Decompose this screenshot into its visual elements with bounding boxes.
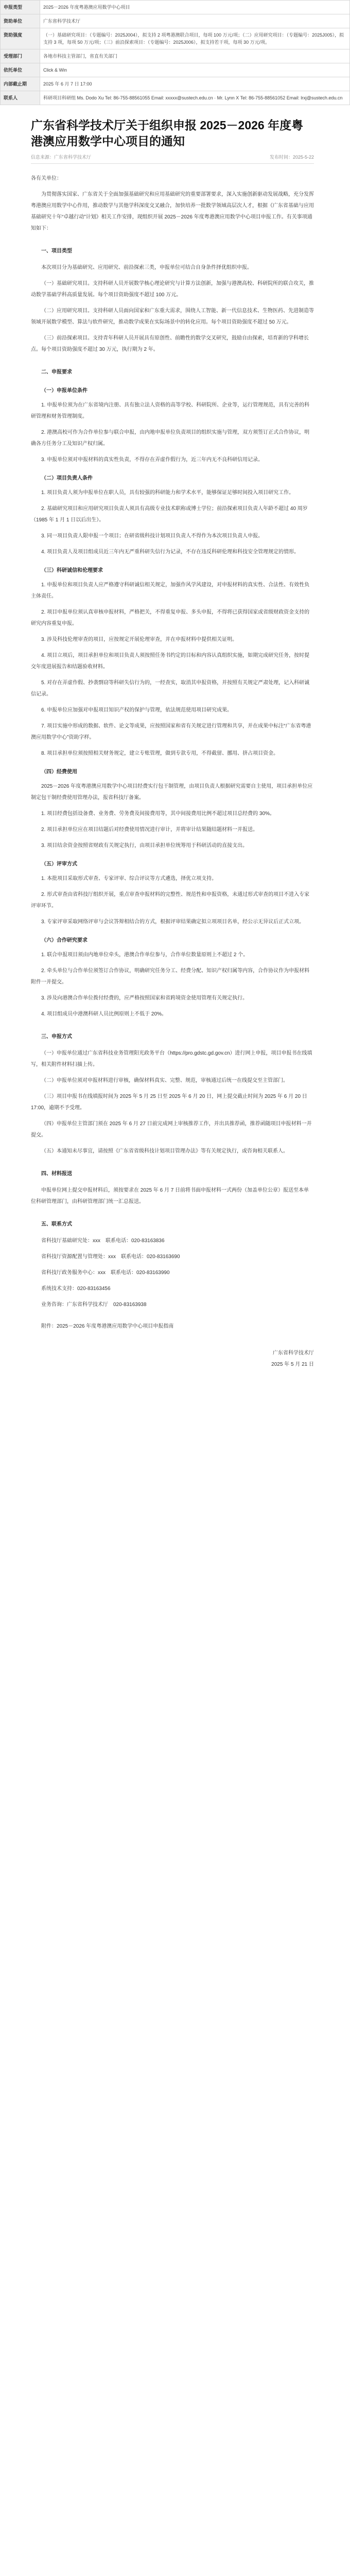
section-paragraph: 1. 本批项目采取形式审查、专家评审、综合评议等方式遴选，择优立项支持。 <box>41 876 217 882</box>
meta-value: 科研项目科研组 Ms. Dodo Xu Tel: 86-755-88561055 Email: xxxxx@sustech.edu.cn · Mr. Lynn X Tel: 86-755-88561052 Email: lrxj@sustech.edu.cn <box>40 91 350 105</box>
salutation: 各有关单位： <box>31 176 62 181</box>
meta-row <box>1 14 350 28</box>
section-paragraph: 1. 申报单位须为在广东省境内注册、具有独立法人资格的高等学校、科研院所、企业等，运行管理规范，具有完善的科研管理和财务管理制度。 <box>31 402 310 419</box>
meta-key: 联系人 <box>1 91 40 105</box>
meta-row <box>1 49 350 63</box>
section-paragraph: 5. 对存在弄虚作假、抄袭剽窃等科研失信行为的，一经查实，取消其申报资格，并按照有关规定严肃处理，记入科研诚信记录。 <box>31 680 310 697</box>
section-paragraph: 4. 项目负责人及项目组成员近三年内无严重科研失信行为记录，不存在违反科研伦理和科技安全管理规定的情形。 <box>41 549 300 555</box>
meta-row <box>1 28 350 49</box>
section-paragraph: 本次项目分为基础研究、应用研究、前沿探索三类，申报单位可结合自身条件择优组织申报。 <box>41 265 252 270</box>
section-paragraph: 6. 申报单位应加强对申报项目知识产权的保护与管理，依法规范使用项目研究成果。 <box>41 707 233 713</box>
section-paragraph: （一）申报单位通过广东省科技业务管理阳光政务平台（https://pro.gdstc.gd.gov.cn）进行网上申报，项目申报书在线填写，相关附件材料扫描上传。 <box>31 1050 312 1067</box>
meta-row <box>1 91 350 105</box>
section-paragraph: （三）前沿探索项目。支持青年科研人员开展具有原创性、前瞻性的数学交叉研究，鼓励自由探索，培育新的学科增长点。每个项目资助强度不超过 30 万元，执行期为 2 年。 <box>31 335 309 352</box>
section-paragraph: 8. 项目承担单位须按照相关财务规定，建立专账管理，做到专款专用，不得截留、挪用、挤占项目资金。 <box>41 751 279 756</box>
section-paragraph: 2. 牵头单位与合作单位须签订合作协议，明确研究任务分工、经费分配、知识产权归属等内容，合作协议作为申报材料附件一并提交。 <box>31 968 310 985</box>
subsection-heading: （六）合作研究要求 <box>41 938 87 943</box>
subsection-heading: （五）评审方式 <box>41 861 77 867</box>
section-paragraph: 省科技厅基础研究处：xxx 联系电话：020-83163836 <box>41 1238 165 1244</box>
section-paragraph: 4. 项目立项后，项目承担单位和项目负责人须按照任务书约定的目标和内容认真组织实施，如期完成研究任务，按时提交年度进展报告和结题验收材料。 <box>31 653 310 670</box>
section-paragraph: （二）应用研究项目。支持科研人员面向国家和广东重大需求，围绕人工智能、新一代信息技术、生物医药、先进制造等领域开展数学模型、算法与软件研究，推动数学成果在实际场景中的转化应用。每个项目资助强度不超过 50 万元。 <box>31 308 314 325</box>
byline <box>31 154 314 164</box>
meta-value: 各地市科技主管部门，省直有关部门 <box>40 49 350 63</box>
meta-key: 依托单位 <box>1 63 40 77</box>
intro <box>31 189 314 234</box>
meta-table <box>0 0 350 105</box>
meta-key: 受理部门 <box>1 49 40 63</box>
subsection-heading: （二）项目负责人条件 <box>41 476 93 481</box>
meta-value: （一）基础研究项目：（专题编号：2025J004），拟支持 2 项粤港澳联合项目，每项 100 万元/项；（二）应用研究项目：（专题编号：2025J005），拟支持 3 项，每项 50 万元/项；（三）前沿探索项目：（专题编号：2025J006），拟支持若干项，每项 30 万元/项。 <box>40 28 350 49</box>
article-date: 发布时间：2025-5-22 <box>269 155 314 160</box>
meta-key: 申报类型 <box>1 1 40 14</box>
section-paragraph: 3. 申报单位须对申报材料的真实性负责，不得存在弄虚作假行为，近三年内无不良科研信用记录。 <box>41 457 264 463</box>
section-heading: 三、申报方式 <box>41 1034 72 1040</box>
signature: 广东省科学技术厅 <box>273 1350 314 1356</box>
section-paragraph: （三）项目申报书在线填报时间为 2025 年 5 月 25 日至 2025 年 6 月 20 日，网上提交截止时间为 2025 年 6 月 20 日 17:00，逾期不予受理。 <box>31 1094 307 1111</box>
section-paragraph: 系统技术支持：020-83163456 <box>41 1286 111 1292</box>
section-paragraph: 1. 项目负责人须为申报单位在职人员，具有较强的科研能力和学术水平，能够保证足够时间投入项目研究工作。 <box>41 490 294 496</box>
subsection-heading: （一）申报单位条件 <box>41 388 87 394</box>
section-heading: 四、材料报送 <box>41 1171 72 1177</box>
section-paragraph: 3. 涉及向港澳合作单位拨付经费的，应严格按照国家和省跨境资金使用管理有关规定执行。 <box>41 995 248 1001</box>
section-heading: 五、联系方式 <box>41 1222 72 1227</box>
section-paragraph: 2. 港澳高校可作为合作单位参与联合申报，由内地申报单位负责项目的组织实施与管理，双方须签订正式合作协议，明确各方任务分工及知识产权归属。 <box>31 430 310 447</box>
meta-value: Click & Win <box>40 63 350 77</box>
section-paragraph: 2. 项目承担单位应在项目结题后对经费使用情况进行审计，并将审计结果随结题材料一并报送。 <box>41 827 258 833</box>
section-paragraph: 3. 专家评审采取网络评审与会议答辩相结合的方式，根据评审结果确定拟立项项目名单，经公示无异议后正式立项。 <box>41 919 305 925</box>
meta-key: 内部截止期 <box>1 77 40 91</box>
meta-key: 资助强度 <box>1 28 40 49</box>
meta-row <box>1 77 350 91</box>
section-heading: 二、申报要求 <box>41 369 72 375</box>
sections <box>31 246 314 1311</box>
section-heading: 一、项目类型 <box>41 248 72 254</box>
intro-paragraph: 为贯彻落实国家、广东省关于全面加强基础研究和应用基础研究的重要部署要求，深入实施创新驱动发展战略，充分发挥粤港澳应用数学中心作用，推动数学与其他学科深度交叉融合，加快培养一批数学领域高层次人才，根据《广东省基础与应用基础研究十年“卓越行动”计划》相关工作安排，现组织开展 2025－2026 年度粤港澳应用数学中心项目申报工作。有关事项通知如下： <box>31 192 314 231</box>
meta-key: 资助单位 <box>1 14 40 28</box>
meta-row <box>1 63 350 77</box>
subsection-heading: （三）科研诚信和伦理要求 <box>41 568 103 573</box>
section-paragraph: 业务咨询：广东省科学技术厅 020-83163938 <box>41 1302 147 1308</box>
section-paragraph: 省科技厅资源配置与管理处：xxx 联系电话：020-83163690 <box>41 1254 180 1260</box>
section-paragraph: （二）申报单位须对申报材料进行审核，确保材料真实、完整、规范，审核通过后统一在线提交至主管部门。 <box>41 1078 288 1083</box>
section-paragraph: 3. 涉及科技伦理审查的项目，应按规定开展伦理审查，并在申报材料中提供相关证明。 <box>41 637 238 642</box>
sign-date: 2025 年 5 月 21 日 <box>271 1362 314 1367</box>
section-paragraph: 2. 形式审查由省科技厅组织开展，重点审查申报材料的完整性、规范性和申报资格，未通过形式审查的项目不进入专家评审环节。 <box>31 892 310 909</box>
article <box>0 117 350 1370</box>
meta-value: 广东省科学技术厅 <box>40 14 350 28</box>
section-paragraph: 1. 项目经费包括设备费、业务费、劳务费及间接费用等，其中间接费用比例不超过项目总经费的 30%。 <box>41 811 275 817</box>
section-paragraph: 3. 项目结余资金按照省财政有关规定执行，由项目承担单位统筹用于科研活动的直接支出。 <box>41 843 248 849</box>
section-paragraph: 省科技厅政务服务中心：xxx 联系电话：020-83163990 <box>41 1270 170 1276</box>
section-paragraph: （五）本通知未尽事宜，请按照《广东省省级科技计划项目管理办法》等有关规定执行，或咨询相关联系人。 <box>41 1148 288 1154</box>
article-source: 信息来源：广东省科学技术厅 <box>31 155 92 160</box>
meta-row <box>1 1 350 14</box>
section-paragraph: （一）基础研究项目。支持科研人员开展数学核心理论研究与计算方法创新，加强与港澳高校、科研院所的联合攻关，推动数学基础学科高质量发展。每个项目资助强度不超过 100 万元。 <box>31 281 314 298</box>
section-paragraph: 2025－2026 年度粤港澳应用数学中心项目经费实行包干制管理，由项目负责人根据研究需要自主使用，项目承担单位应制定包干制经费使用管理办法，报省科技厅备案。 <box>31 784 313 801</box>
section-paragraph: 1. 联合申报项目须由内地单位牵头，港澳合作单位参与，合作单位数量原则上不超过 2 个。 <box>41 952 249 958</box>
meta-value: 2025 年 6 月 7 日 17:00 <box>40 77 350 91</box>
section-paragraph: 7. 项目实施中形成的数据、软件、论文等成果，应按照国家和省有关规定进行管理和共享，并在成果中标注“广东省粤港澳应用数学中心”资助字样。 <box>31 723 311 740</box>
section-paragraph: （四）申报单位主管部门须在 2025 年 6 月 27 日前完成网上审核推荐工作，并出具推荐函，推荐函随项目申报材料一并提交。 <box>31 1121 312 1138</box>
section-paragraph: 2. 基础研究项目和应用研究项目负责人须具有高级专业技术职称或博士学位；前沿探索项目负责人年龄不超过 40 周岁（1985 年 1 月 1 日以后出生）。 <box>31 506 308 523</box>
section-paragraph: 4. 项目组成员中港澳科研人员比例原则上不低于 20%。 <box>41 1011 167 1017</box>
attachment-note: 附件：2025－2026 年度粤港澳应用数学中心项目申报指南 <box>41 1324 174 1329</box>
article-title: 广东省科学技术厅关于组织申报 2025－2026 年度粤港澳应用数学中心项目的通知 <box>31 118 304 148</box>
section-paragraph: 2. 项目申报单位须认真审核申报材料，严格把关，不得重复申报、多头申报，不得将已获得国家或省级财政资金支持的研究内容重复申报。 <box>31 609 310 626</box>
meta-value: 2025－2026 年度粤港澳应用数学中心项目 <box>40 1 350 14</box>
subsection-heading: （四）经费使用 <box>41 769 77 775</box>
section-paragraph: 申报单位网上提交申报材料后，须按要求在 2025 年 6 月 7 日前将书面申报材料一式两份（加盖单位公章）报送至本单位科研管理部门，由科研管理部门统一汇总报送。 <box>31 1188 309 1205</box>
section-paragraph: 1. 申报单位和项目负责人应严格遵守科研诚信相关规定，加强作风学风建设，对申报材料的真实性、合法性、有效性负主体责任。 <box>31 582 310 599</box>
section-paragraph: 3. 同一项目负责人限申报一个项目；在研省级科技计划项目负责人不得作为本次项目负责人申报。 <box>41 533 264 539</box>
